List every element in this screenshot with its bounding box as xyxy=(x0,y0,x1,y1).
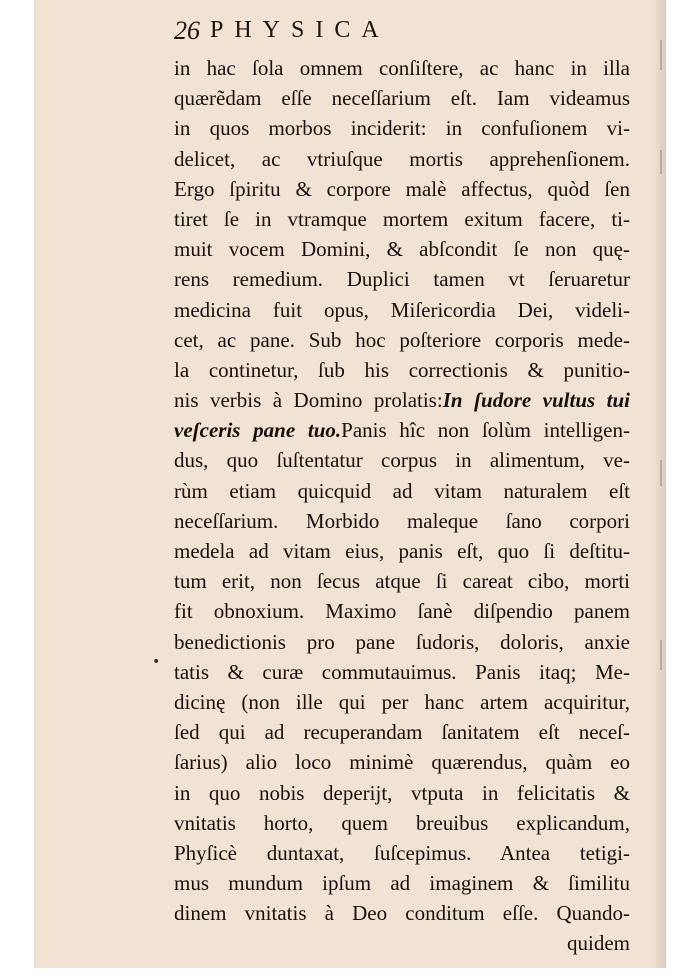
page-edge-mark xyxy=(660,40,662,70)
catchword: quidem xyxy=(567,931,630,956)
text-line-with-quote xyxy=(174,385,630,415)
text-line: benedictionis pro pane ſudoris, doloris, anxie xyxy=(174,629,630,654)
text-segment: Panis hîc non ſolùm intelligen- xyxy=(341,418,630,443)
text-line: in hac ſola omnem conſiſtere, ac hanc in illa xyxy=(174,56,630,80)
text-line: fit obnoxium. Maximo ſanè diſpendio panem xyxy=(174,599,630,624)
text-line: Phyſicè duntaxat, ſuſcepimus. Antea tetigi- xyxy=(174,840,630,865)
text-line-with-quote xyxy=(174,415,630,445)
text-line: quærẽdam eſſe neceſſarium eſt. Iam videamus xyxy=(174,86,630,111)
text-line: cet, ac pane. Sub hoc poſteriore corporis mede- xyxy=(174,327,630,352)
text-line: tiret ſe in vtramque mortem exitum facere, ti- xyxy=(174,206,630,231)
page-edge-mark xyxy=(660,460,662,486)
page-number: 26 xyxy=(174,16,200,45)
text-segment: nis verbis à Domino prolatis: xyxy=(174,388,443,413)
text-line: vnitatis horto, quem breuibus explicandum, xyxy=(174,810,630,835)
page-header xyxy=(174,16,554,48)
italic-quote: In ſudore vultus tui xyxy=(442,388,631,413)
text-line: rens remedium. Duplici tamen vt ſeruaretur xyxy=(174,267,630,292)
text-line: rùm etiam quicquid ad vitam naturalem eſt xyxy=(174,478,630,503)
page-edge-mark xyxy=(660,150,662,174)
text-line: ſed qui ad recuperandam ſanitatem eſt neceſ- xyxy=(174,720,630,745)
text-line: mus mundum ipſum ad imaginem & ſimilitu xyxy=(174,871,630,896)
italic-quote-end: veſceris pane tuo. xyxy=(174,418,342,443)
text-line: Ergo ſpiritu & corpore malè affectus, quòd ſen xyxy=(174,176,630,201)
text-line: ſarius) alio loco minimè quærendus, quàm eo xyxy=(174,750,630,775)
running-title: PHYSICA xyxy=(210,17,390,43)
text-line: medela ad vitam eius, panis eſt, quo ſi deſtitu- xyxy=(174,539,630,563)
text-line: neceſſarium. Morbido maleque ſano corpori xyxy=(174,508,630,533)
body-text xyxy=(174,53,666,959)
book-page xyxy=(34,0,666,968)
margin-dot: • xyxy=(152,654,161,670)
text-line: dicinę (non ille qui per hanc artem acquiritur, xyxy=(174,689,630,714)
text-line: tatis & curæ commutauimus. Panis itaq; Me- xyxy=(174,659,630,684)
text-line: in quo nobis deperijt, vtputa in felicitatis & xyxy=(174,780,630,805)
text-line: la continetur, ſub his correctionis & punitio- xyxy=(174,357,630,382)
text-line: delicet, ac vtriuſque mortis apprehenſionem. xyxy=(174,146,630,171)
text-line: medicina fuit opus, Miſericordia Dei, videli- xyxy=(174,297,630,322)
text-line: dus, quo ſuſtentatur corpus in alimentum, ve- xyxy=(174,448,630,473)
page-edge-mark xyxy=(660,640,662,670)
text-line: dinem vnitatis à Deo conditum eſſe. Quando- xyxy=(174,901,630,926)
text-line: tum erit, non ſecus atque ſi careat cibo, morti xyxy=(174,569,630,594)
text-line: in quos morbos inciderit: in confuſionem vi- xyxy=(174,116,630,141)
text-line: muit vocem Domini, & abſcondit ſe non quę- xyxy=(174,237,630,262)
